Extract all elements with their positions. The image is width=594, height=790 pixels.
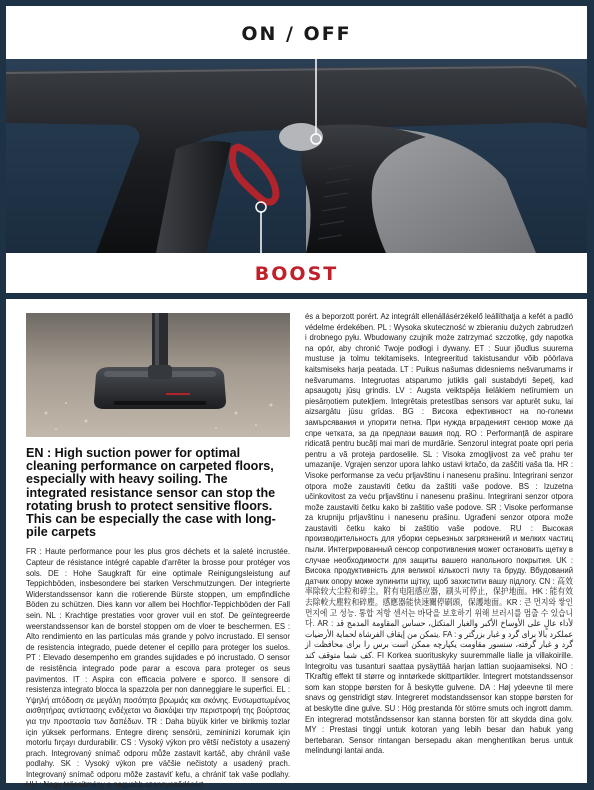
multilingual-text-left: FR : Haute performance pour les plus gros déchets et la saleté incrustée. Capteur de résistance intégré capable d'arrêter la brosse pour protéger vos sols. DE : Hohe Saugkraft für eine optimale Reinigungsleistung auf Teppichböden, insbesondere bei starken Verschmutzungen. Der integrierte Widerstandssensor kann die rotierende Bürste stoppen, um empfindliche Böden zu schützen. Dies kann vor allem bei Hochflor-Teppichböden der Fall sein. NL : Krachtige prestaties voor grover vuil en stof. De geïntegreerde weerstandssensor kan de borstel stoppen om de vloer te beschermen. ES : Alto rendimiento en las partículas más grande y polvo incrustado. El sensor de resistencia integrado, puede detener el cepillo para proteger los suelos. PT : Elevado desempenho em grandes sujidades e pó incrustado. O sensor de resistência integrado pode parar a escova para proteger os seus pavimentos. IT : Aspira con efficacia polvere e sporco. Il sensore di resistenza integrato blocca la spazzola per non danneggiare le superfici. EL : Υψηλή απόδοση σε μεγάλη ποσότητα βρωμιάς και σκόνης. Ενσωματωμένος αισθητήρας αντίστασης ενδέχεται να διακόψει την περιστροφή της βούρτσας για την προστασία των δαπέδων. TR : Daha büyük kirler ve birikmiş tozlar için yüksek performans. Entegre direnç sensörü, zemininizi korumak için motorlu fırçayı durdurabilir. CS : Vysoký výkon pro větší nečistoty a usazený prach. Integrovaný snímač odporu může zastavit kartáč, aby chránil vaše podlahy. SK : Vysoký výkon pre väčšie nečistoty a usadený prach. Integrovaný snímač odporu môže zastaviť kefu, a chrániť tak vaše podlahy. HU : Nagy teljesítmény a nagyobb szennyeződésért (26, 546, 290, 790)
multilingual-text-right: és a beporzott porért. Az integrált ellenállásérzékelő leállíthatja a kefét a padló védelme érdekében. PL : Wysoka skuteczność w zbieraniu dużych zabrudzeń i drobnego pyłu. Wbudowany czujnik może zatrzymać szczotkę, gdy napotka na opór, aby chronić Twoje podłogi i dywany. ET : Suur jõudlus suurema mustuse ja tolmu tekitamiseks. Integreeritud takistusandur võib pöörlava kaitsmiseks harja peatada. LT : Puikus našumas didesniems nešvarumams ir nešvarumams. Integruotas atsparumo jutiklis gali sustabdyti šepetį, kad apsaugotų jūsų grindis. LV : Augsta veiktspēja lielākiem netīrumiem un piesārņotiem putekļiem. Integrētais pretestības sensors var apturēt suku, lai aizsargātu jūsu grīdas. BG : Висока ефективност на по-големи замърсявания и упорити петна. При нужда вграденият сензор може да спре четката, за да предпази вашия под. RO : Performanță de aspirare ridicată pentru bucăți mai mari de murdărie. Senzorul integrat poate opri peria pentru a vă proteja pardoselile. SL : Visoka zmogljivost za več prahu ter umazanije. Vgrajen senzor upora lahko ustavi krtačo, da zaščiti vaša tla. HR : Visoke performanse za veću prljavštinu i nanesenu prašinu. Integrirani senzor otpora može zaustaviti četku da zaštiti vaše podove. BS : Izuzetna učinkovitost za veću prljavštinu i nanesenu prašinu. Integrirani senzor otpora može zaustaviti četku kako bi zaštitio vaše podove. SR : Visoke performanse za krupniju prljavštinu i nanesenu prašinu. Ugrađeni senzor otpora može zaustaviti četku kako bi zaštitio vaše podove. RU : Высокая производительность для уборки серьезных загрязнений и мелких частиц пыли. Интегрированный сенсор сопротивления может остановить щетку в случае необходимости для защиты вашего напольного покрытия. UK : Висока продуктивність для великої кількості пилу та бруду. Вбудований датчик опору може зупинити щітку, щоб захистити вашу підлогу. CN : 高效率除较大尘粒和碎尘。附有电阻感应器，刷头可停止，保护地面。HK : 能有效去除較大塵粒和碎塵。感應器能快速關停刷頭，保護地面。KR : 큰 먼지와 쌓인 먼지에 고 성능. 통합 저항 센서는 바닥을 보호하기 위해 브러시를 멈출 수 있습니다. AR : لأداء عالٍ على الأوساخ الأكبر والغبار المتكتل، حساس المقاومة المدمج قد يتمكن من إيقاف الفرشاة لحماية الأرضيات. FA : عملکرد بالا برای گرد و غبار بزرگتر و گرد و غبار گرفته، سنسور مقاومت یکپارچه ممکن است برس را برای محافظت از کف شما متوقف کند. FI Korkea suorituskyky suuremmalle lialle ja villakoirille. Integroitu vas tusanturi saattaa pysäyttää harjan lattian suojaamiseksi. NO : TKraftig effekt til større og inntørkede skittpartikler. Integrert motstandssensor som kan stoppe børsten for å beskytte gulvene. DA : Høj ydeevne til mere snavs og genstridigt støv. Integreret modstandssensor kan stoppe børsten for at beskytte dine gulve. SU : Hög prestanda för större smuts och ingrott damm. En integrerad motståndssensor kan stanna borsten för att skydda dina golv. MY : Prestasi tinggi untuk kotoran yang lebih besar dan habuk yang bertebaran. Sensor rintangan bersepadu akan menghentikan berus untuk melindungi lantai anda. (305, 311, 574, 756)
right-column (305, 311, 573, 756)
feature-panel-top (6, 6, 587, 293)
en-feature-heading: EN : High suction power for optimal cleaning performance on carpeted floors, especially with heavy soiling. The integrated resistance sensor can stop the rotating brush to protect sensitive floors. This can be especially the case with long-pile carpets (26, 446, 276, 540)
feature-panel-bottom (6, 299, 587, 790)
left-column (26, 313, 290, 790)
handle-photo (6, 59, 587, 253)
boost-label: BOOST (254, 263, 339, 285)
vacuum-handle-illustration (6, 59, 587, 253)
on-off-label: ON / OFF (241, 23, 352, 45)
floor-brush-photo (26, 313, 290, 437)
